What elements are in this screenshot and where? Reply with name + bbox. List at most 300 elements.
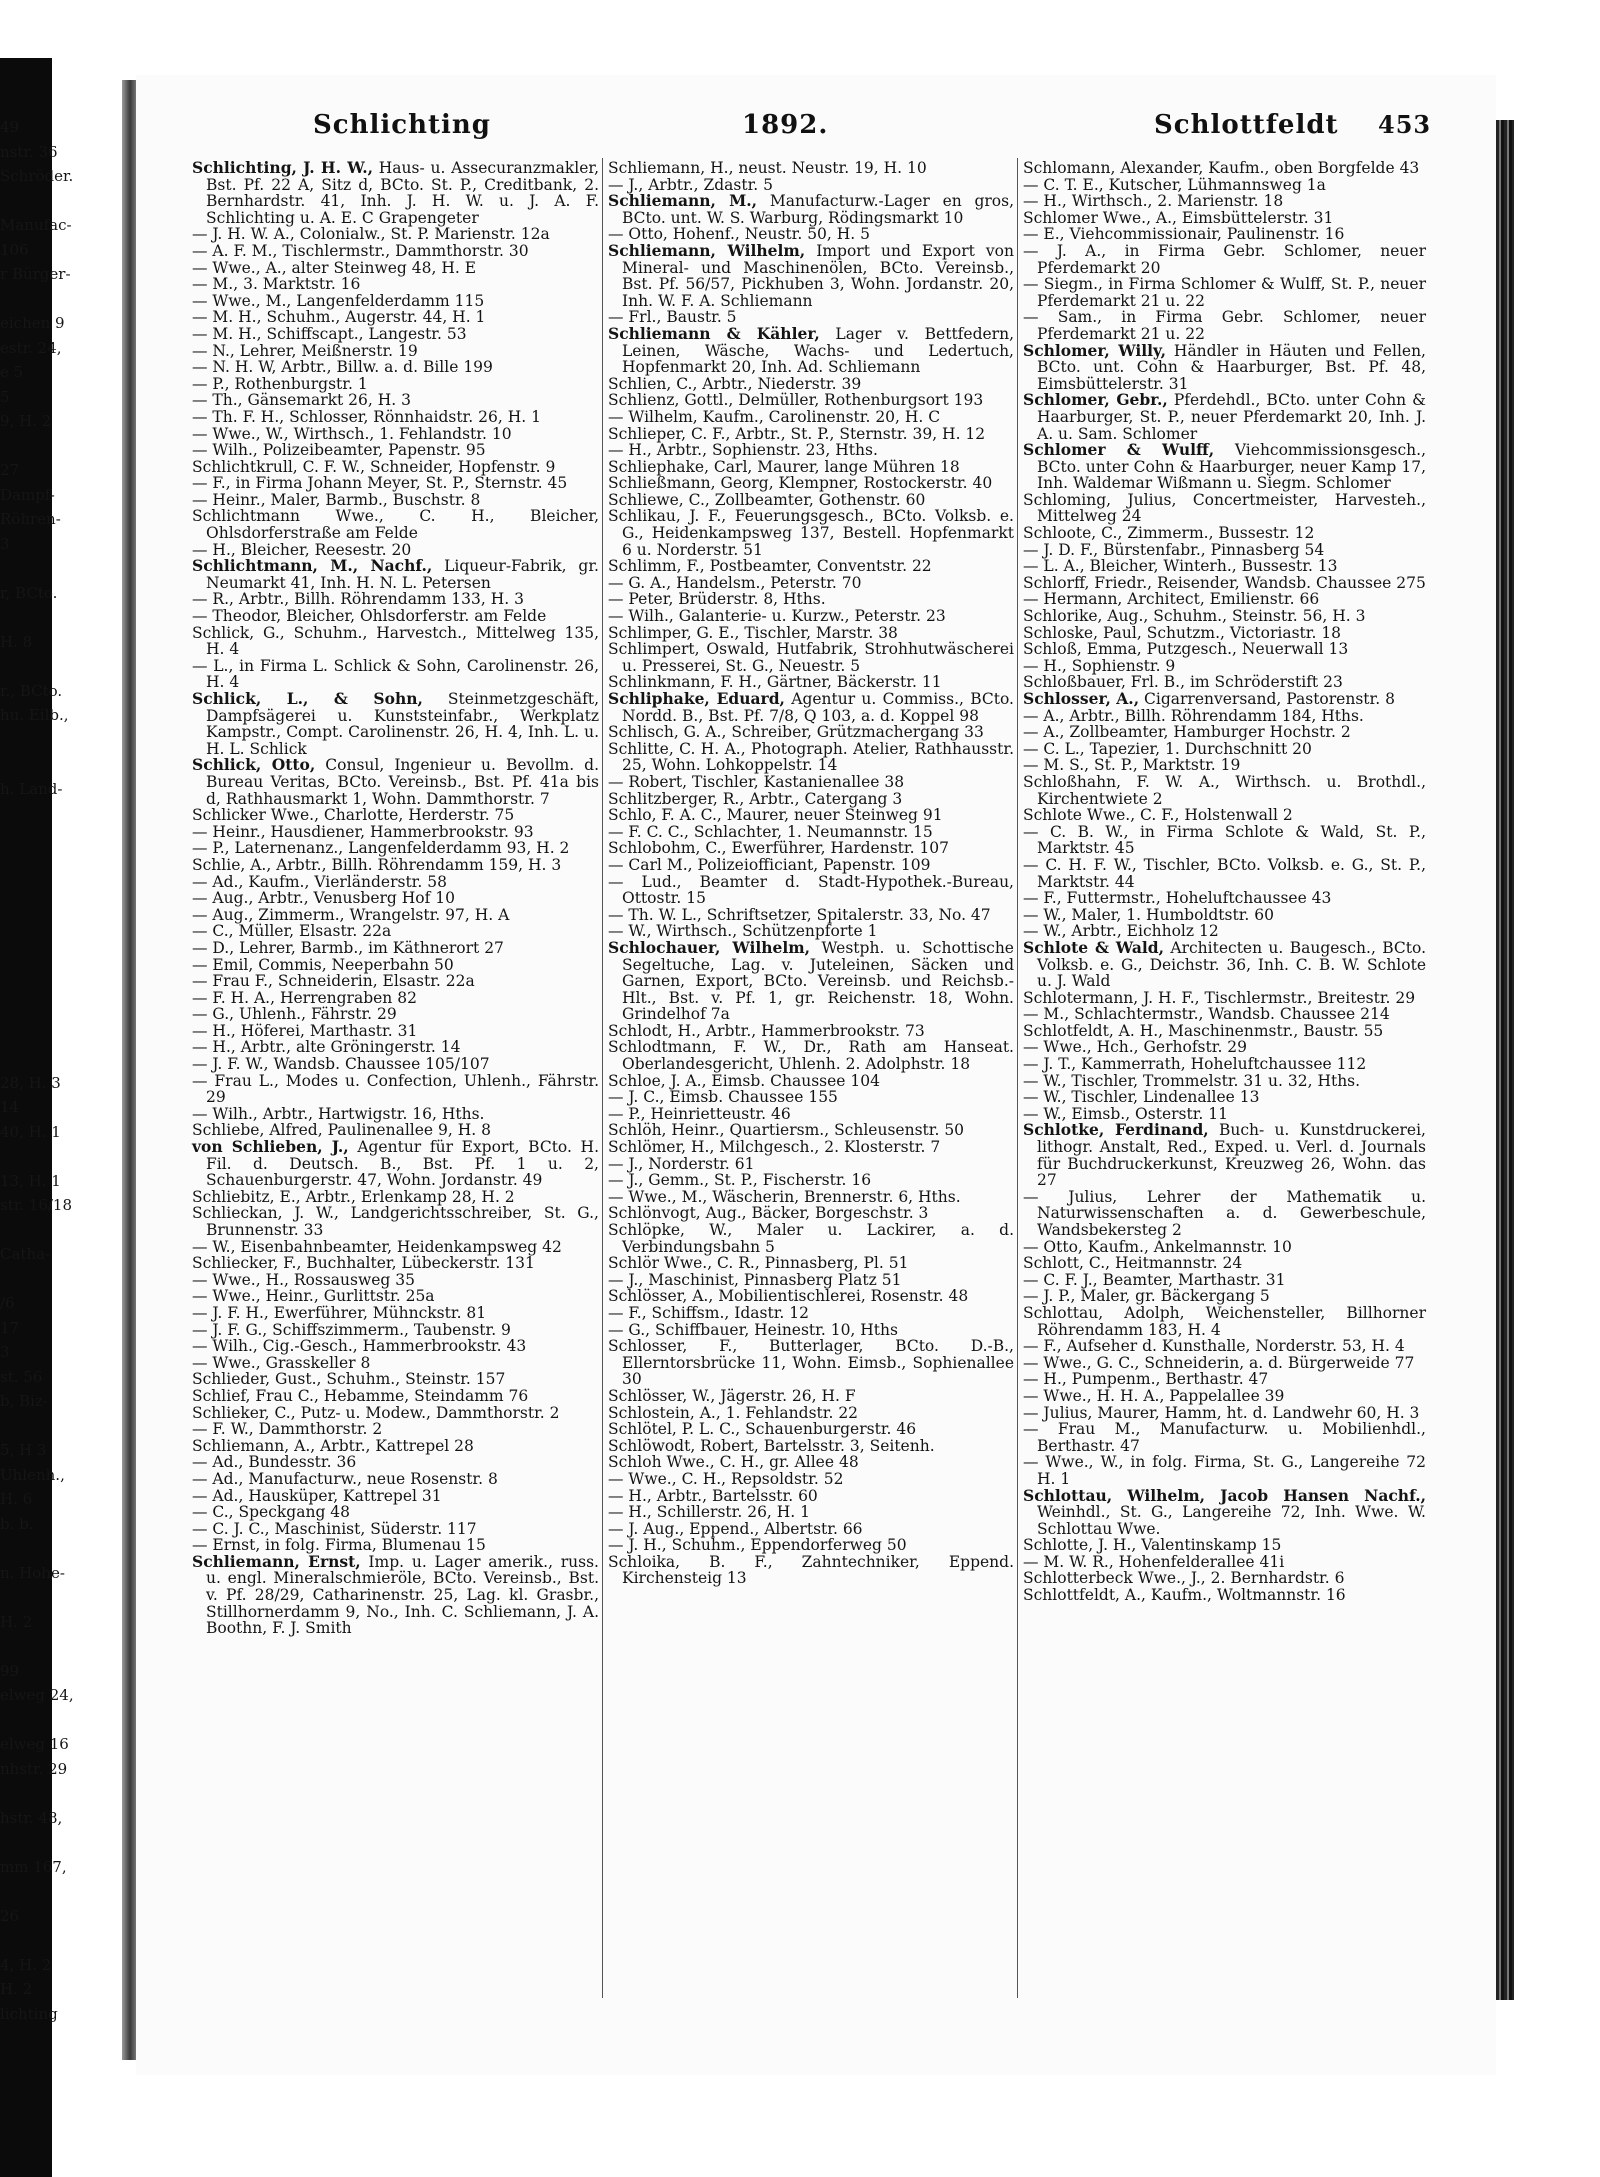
entry-text: — Hermann, Architect, Emilienstr. 66 [1023, 590, 1320, 609]
entry-text: — A., Zollbeamter, Hamburger Hochstr. 2 [1023, 723, 1351, 742]
directory-entry [608, 791, 1014, 808]
previous-page-line [0, 1879, 122, 1904]
entry-text: — J. Aug., Eppend., Albertstr. 66 [608, 1519, 863, 1538]
entry-text: — G. A., Handelsm., Peterstr. 70 [608, 573, 862, 592]
previous-page-line: H. 2 [0, 1612, 33, 1631]
directory-entry [1023, 542, 1426, 559]
page-edge [1496, 120, 1514, 2000]
directory-entry [192, 1073, 599, 1106]
entry-text: — Ad., Hausküper, Kattrepel 31 [192, 1486, 442, 1505]
directory-entry [192, 1521, 599, 1538]
entry-text: Schlöh, Heinr., Quartiersm., Schleusenstr. 50 [608, 1121, 965, 1140]
directory-entry [192, 309, 599, 326]
entry-text: Schlobohm, C., Ewerführer, Hardenstr. 107 [608, 839, 950, 858]
entry-text: — Ernst, in folg. Firma, Blumenau 15 [192, 1536, 486, 1555]
directory-entry [1023, 558, 1426, 575]
directory-entry [192, 591, 599, 608]
entry-text: Schlikau, J. F., Feuerungsgesch., BCto. Volksb. e. G., Heidenkampsweg 137, Bestell. Hopfenmarkt 6 u. Norderstr. 51 [608, 507, 1014, 559]
previous-page-line: nhstr. 29 [0, 1759, 68, 1778]
directory-entry [192, 857, 599, 874]
previous-page-line: elweg 16 [0, 1735, 69, 1753]
entry-text: Schliemann, A., Arbtr., Kattrepel 28 [192, 1436, 474, 1455]
directory-entry [192, 807, 599, 824]
entry-text: Agentur für Export, BCto. H. Fil. d. Deutsch. B., Bst. Pf. 1 u. 2, Schauenburgerstr. 47, Wohn. Jordanstr. 49 [206, 1138, 599, 1190]
entry-text: Schlösser, W., Jägerstr. 26, H. F [608, 1386, 856, 1405]
entry-text: Schlör Wwe., C. R., Pinnasberg, Pl. 51 [608, 1254, 909, 1273]
directory-entry [192, 1272, 599, 1289]
directory-entry [1023, 442, 1426, 492]
directory-entry [1023, 340, 1426, 393]
entry-text: Schlitzberger, R., Arbtr., Catergang 3 [608, 789, 903, 808]
entry-bold-name: Schlomer, Willy, [1023, 340, 1166, 360]
directory-entry [608, 193, 1014, 226]
directory-entry [192, 1488, 599, 1505]
entry-text: — Wwe., A., alter Steinweg 48, H. E [192, 258, 477, 277]
directory-entry [1023, 1554, 1426, 1571]
directory-entry [608, 1089, 1014, 1106]
previous-page-line [0, 1536, 122, 1561]
directory-entry [192, 243, 599, 260]
entry-text: Schlimm, F., Postbeamter, Conventstr. 22 [608, 557, 932, 576]
directory-entry [1023, 1089, 1426, 1106]
directory-entry [1023, 591, 1426, 608]
directory-entry [192, 359, 599, 376]
directory-entry [608, 1106, 1014, 1123]
entry-text: — C. T. E., Kutscher, Lühmannsweg 1a [1023, 175, 1326, 194]
previous-page-line: r Bürger- [0, 265, 71, 283]
previous-page-line: b, Biz- [0, 1392, 48, 1410]
previous-page-line [0, 924, 122, 949]
directory-entry [1023, 658, 1426, 675]
directory-entry [608, 874, 1014, 907]
directory-entry [608, 1438, 1014, 1455]
directory-column-3 [1023, 160, 1426, 1604]
entry-text: Westph. u. Schottische Segeltuche, Lag. v. Juteleinen, Säcken und Garnen, Export, BCto. Vereinsb. und Reichsb.-Hlt., Bst. v. Pf. 1, gr. Reichenstr. 18, Wohn. Grindelhof 7a [622, 938, 1014, 1024]
directory-entry [608, 625, 1014, 642]
entry-text: — Otto, Hohenf., Neustr. 50, H. 5 [608, 225, 871, 244]
entry-text: — H., Arbtr., Bartelsstr. 60 [608, 1486, 818, 1505]
previous-page-line [0, 728, 122, 753]
directory-column-1 [192, 160, 599, 1637]
entry-text: Schloh Wwe., C. H., gr. Allee 48 [608, 1453, 859, 1472]
previous-page-line: str. 16/18 [0, 1196, 73, 1214]
entry-text: Schlicker Wwe., Charlotte, Herderstr. 75 [192, 806, 515, 825]
entry-text: Schlichtkrull, C. F. W., Schneider, Hopfenstr. 9 [192, 457, 556, 476]
previous-page-line [0, 605, 122, 630]
directory-entry [192, 890, 599, 907]
directory-entry [608, 1139, 1014, 1156]
directory-entry [1023, 1421, 1426, 1454]
entry-bold-name: Schlichtmann, M., Nachf., [192, 556, 433, 576]
directory-entry [608, 376, 1014, 393]
previous-page-line: st. 56 [0, 1367, 43, 1386]
entry-text: Schlöpke, W., Maler u. Lackirer, a. d. Verbindungsbahn 5 [608, 1221, 1014, 1256]
entry-text: — L., in Firma L. Schlick & Sohn, Carolinenstr. 26, H. 4 [192, 656, 599, 692]
entry-text: Import und Export von Mineral- und Maschinenölen, BCto. Vereinsb., Bst. Pf. 56/57, Pickhuben 3, Wohn. Jordanstr. 20, Inh. W. F. A. Schliemann [622, 241, 1014, 310]
previous-page-line: Röhren- [0, 510, 61, 528]
directory-entry [608, 409, 1014, 426]
entry-text: — Wwe., M., Wäscherin, Brennerstr. 6, Hths. [608, 1187, 961, 1206]
entry-text: — Wwe., M., Langenfelderdamm 115 [192, 291, 485, 310]
entry-text: Schlotfeldt, A. H., Maschinenmstr., Baustr. 55 [1023, 1021, 1384, 1040]
entry-text: — Lud., Beamter d. Stadt-Hypothek.-Bureau, Ottostr. 15 [608, 872, 1014, 908]
previous-page-line: 13, H. 1 [0, 1171, 61, 1190]
previous-page-line [0, 850, 122, 875]
directory-entry [1023, 757, 1426, 774]
entry-text: Schlotte, J. H., Valentinskamp 15 [1023, 1536, 1282, 1555]
directory-entry [1023, 1338, 1426, 1355]
previous-page-line [0, 654, 122, 679]
entry-text: Consul, Ingenieur u. Bevollm. d. Bureau Veritas, BCto. Vereinsb., Bst. Pf. 41a bis d, Rathhausmarkt 1, Wohn. Dammthorstr. 7 [206, 756, 599, 808]
entry-text: Haus- u. Assecuranzmakler, Bst. Pf. 22 A, Sitz d, BCto. St. P., Creditbank, 2. Bernhardstr. 41, Inh. J. H. W. u. J. A. F. Schlichting u. A. E. C Grapengeter [206, 159, 599, 227]
entry-text: — Ad., Manufacturw., neue Rosenstr. 8 [192, 1469, 498, 1488]
entry-text: — Wwe., G. C., Schneiderin, a. d. Bürgerweide 77 [1023, 1353, 1415, 1372]
directory-entry [192, 691, 599, 757]
entry-text: Imp. u. Lager amerik., russ. u. engl. Mineralschmieröle, BCto. Vereinsb., Bst. v. Pf. 28/29, Catharinenstr. 25, Lag. kl. Grasbr., Stillhornerdamm 9, No., Inh. C. Schliemann, J. A. Boothn, F. J. Smith [206, 1552, 599, 1638]
directory-entry [608, 1305, 1014, 1322]
directory-entry [608, 1073, 1014, 1090]
entry-text: Architecten u. Baugesch., BCto. Volksb. e. G., Deichstr. 36, Inh. C. B. W. Schlote u. J. Wald [1037, 938, 1426, 991]
running-head-left: Schlichting [313, 110, 491, 140]
previous-page-line [0, 997, 122, 1022]
entry-text: — P., Heinrietteustr. 46 [608, 1104, 791, 1123]
entry-text: — W., Eisenbahnbeamter, Heidenkampsweg 42 [192, 1237, 562, 1256]
directory-entry [1023, 890, 1426, 907]
previous-page-line: hstr. 48, [0, 1808, 63, 1827]
entry-text: — J. F. H., Ewerführer, Mühnckstr. 81 [192, 1303, 487, 1322]
directory-entry [1023, 990, 1426, 1007]
directory-entry [1023, 1485, 1426, 1538]
entry-text: — H., Schillerstr. 26, H. 1 [608, 1503, 811, 1522]
entry-bold-name: Schlotke, Ferdinand, [1023, 1120, 1209, 1140]
directory-entry [192, 508, 599, 541]
entry-text: Schlieder, Gust., Schuhm., Steinstr. 157 [192, 1370, 506, 1389]
directory-entry [1023, 608, 1426, 625]
entry-text: Schlie, A., Arbtr., Billh. Röhrendamm 159, H. 3 [192, 855, 562, 874]
directory-entry [1023, 243, 1426, 276]
directory-entry [192, 492, 599, 509]
previous-page-line [0, 973, 122, 998]
previous-page-line [0, 1267, 122, 1292]
entry-text: — Carl M., Polizeiofficiant, Papenstr. 109 [608, 855, 931, 874]
entry-text: — H., Höferei, Marthastr. 31 [192, 1021, 418, 1040]
entry-text: Schloßbauer, Frl. B., im Schröderstift 23 [1023, 673, 1343, 692]
directory-entry [192, 1438, 599, 1455]
entry-text: — Frau L., Modes u. Confection, Uhlenh., Fährstr. 29 [192, 1071, 599, 1107]
directory-entry [1023, 641, 1426, 658]
directory-entry [192, 1421, 599, 1438]
directory-entry [608, 1156, 1014, 1173]
entry-text: Schlien, C., Arbtr., Niederstr. 39 [608, 374, 862, 393]
directory-entry [1023, 741, 1426, 758]
entry-text: Schloske, Paul, Schutzm., Victoriastr. 18 [1023, 623, 1342, 642]
directory-entry [192, 1255, 599, 1272]
previous-page-line [0, 1218, 122, 1243]
previous-page-line: 40, H. 1 [0, 1122, 61, 1141]
entry-text: Schlotterbeck Wwe., J., 2. Bernhardstr. 6 [1023, 1569, 1345, 1588]
previous-page-line: Catha- [0, 1245, 51, 1263]
directory-entry [192, 475, 599, 492]
directory-entry [192, 1371, 599, 1388]
entry-text: Schlomer Wwe., A., Eimsbüttelerstr. 31 [1023, 208, 1334, 227]
entry-text: Schlief, Frau C., Hebamme, Steindamm 76 [192, 1386, 529, 1405]
previous-page-line: 5, H 3 [0, 1441, 47, 1459]
directory-entry [192, 343, 599, 360]
directory-entry [1023, 724, 1426, 741]
directory-entry [192, 840, 599, 857]
previous-page-line [0, 1022, 122, 1047]
entry-text: Schlodt, H., Arbtr., Hammerbrookstr. 73 [608, 1021, 925, 1040]
directory-entry [192, 1189, 599, 1206]
entry-text: Schlotermann, J. H. F., Tischlermstr., Breitestr. 29 [1023, 988, 1416, 1007]
previous-page-fragment [0, 115, 122, 2023]
directory-entry [1023, 1388, 1426, 1405]
previous-page-line: 99 [0, 1661, 20, 1680]
previous-page-line: H. 6 [0, 1490, 33, 1508]
entry-text: Schlote Wwe., C. F., Holstenwall 2 [1023, 806, 1293, 825]
directory-entry [192, 558, 599, 591]
previous-page-line: 9, H. 2 [0, 412, 52, 430]
entry-text: — F., Aufseher d. Kunsthalle, Norderstr. 53, H. 4 [1023, 1337, 1405, 1356]
directory-entry [608, 1504, 1014, 1521]
directory-entry [1023, 276, 1426, 309]
previous-page-line: n. Hohe- [0, 1563, 65, 1582]
previous-page-line: H. 2 [0, 1980, 33, 1998]
directory-entry [1023, 525, 1426, 542]
entry-bold-name: Schliemann & Kähler, [608, 323, 820, 343]
directory-entry [1023, 1371, 1426, 1388]
directory-entry [192, 1388, 599, 1405]
entry-text: — C. J. C., Maschinist, Süderstr. 117 [192, 1519, 477, 1538]
directory-entry [608, 937, 1014, 1024]
directory-entry [1023, 1006, 1426, 1023]
directory-entry [192, 276, 599, 293]
directory-entry [1023, 691, 1426, 708]
directory-entry [192, 625, 599, 658]
entry-text: — J. T., Kammerrath, Hoheluftchaussee 112 [1023, 1055, 1367, 1074]
entry-text: — J., Arbtr., Zdastr. 5 [608, 175, 773, 194]
entry-text: Schloe, J. A., Eimsb. Chaussee 104 [608, 1071, 880, 1090]
entry-text: — Wwe., Hch., Gerhofstr. 29 [1023, 1038, 1248, 1057]
entry-text: Schlienz, Gottl., Delmüller, Rothenburgsort 193 [608, 391, 984, 410]
directory-entry [192, 923, 599, 940]
directory-entry [1023, 1587, 1426, 1604]
directory-entry [1023, 1570, 1426, 1587]
entry-text: — Julius, Maurer, Hamm, ht. d. Landwehr 60, H. 3 [1023, 1403, 1420, 1422]
directory-entry [192, 874, 599, 891]
directory-entry [608, 392, 1014, 409]
entry-bold-name: von Schlieben, J., [192, 1137, 349, 1157]
previous-page-line: r., BCto. [0, 681, 63, 700]
entry-text: — W., Tischler, Trommelstr. 31 u. 32, Hths. [1023, 1071, 1361, 1090]
directory-entry [1023, 160, 1426, 177]
entry-text: Cigarrenversand, Pastorenstr. 8 [1139, 690, 1395, 708]
directory-entry [608, 1454, 1014, 1471]
entry-text: Schlitte, C. H. A., Photograph. Atelier, Rathhausstr. 25, Wohn. Lohkoppelstr. 14 [608, 739, 1014, 775]
directory-entry [192, 1239, 599, 1256]
directory-entry [608, 1189, 1014, 1206]
entry-text: — Heinr., Hausdiener, Hammerbrookstr. 93 [192, 822, 534, 841]
directory-entry [608, 508, 1014, 558]
column-rule [1017, 158, 1018, 1998]
previous-page-line: 3 [0, 1343, 10, 1361]
entry-text: — M., 3. Marktstr. 16 [192, 275, 361, 294]
directory-entry [608, 741, 1014, 774]
previous-page-line: h. Land- [0, 779, 63, 798]
directory-entry [1023, 807, 1426, 824]
entry-text: — P., Rothenburgstr. 1 [192, 374, 368, 393]
previous-page-line [0, 948, 122, 973]
directory-entry [1023, 1454, 1426, 1487]
entry-text: — M. S., St. P., Marktstr. 19 [1023, 756, 1241, 775]
directory-entry [608, 558, 1014, 575]
directory-entry [1023, 575, 1426, 592]
entry-text: — Robert, Tischler, Kastanienallee 38 [608, 772, 905, 791]
entry-text: — W., Eimsb., Osterstr. 11 [1023, 1104, 1228, 1123]
entry-text: — W., Wirthsch., Schützenpforte 1 [608, 922, 878, 941]
entry-text: — Wilh., Cig.-Gesch., Hammerbrookstr. 43 [192, 1337, 527, 1356]
directory-entry [608, 774, 1014, 791]
entry-text: Schliephake, Carl, Maurer, lange Mühren 18 [608, 457, 960, 476]
previous-page-line: 27 [0, 461, 20, 479]
entry-text: — Heinr., Maler, Barmb., Buschstr. 8 [192, 490, 481, 509]
entry-text: — Wwe., W., Wirthsch., 1. Fehlandstr. 10 [192, 424, 512, 443]
entry-bold-name: Schlick, L., & Sohn, [192, 689, 423, 708]
scan-margin-top [0, 0, 1600, 58]
previous-page-line: Dampf- [0, 485, 55, 504]
entry-text: Schlötel, P. L. C., Schauenburgerstr. 46 [608, 1420, 917, 1439]
entry-text: — H., Arbtr., alte Gröningerstr. 14 [192, 1038, 461, 1057]
previous-page-line: 26 [0, 1906, 20, 1925]
entry-text: Schlick, G., Schuhm., Harvestch., Mittelweg 135, H. 4 [192, 623, 599, 659]
directory-entry [608, 1471, 1014, 1488]
entry-text: Schlottfeldt, A., Kaufm., Woltmannstr. 16 [1023, 1586, 1346, 1605]
directory-entry [608, 1172, 1014, 1189]
entry-text: — G., Uhlenh., Fährstr. 29 [192, 1005, 397, 1024]
entry-text: Schlostein, A., 1. Fehlandstr. 22 [608, 1403, 859, 1422]
directory-entry [608, 475, 1014, 492]
previous-page-line: b. b. [0, 1514, 34, 1533]
directory-entry [1023, 1288, 1426, 1305]
entry-text: — Wwe., H., Rossausweg 35 [192, 1270, 415, 1289]
entry-text: Schloote, C., Zimmerm., Bussestr. 12 [1023, 524, 1315, 543]
entry-text: — M. W. R., Hohenfelderallee 41i [1023, 1552, 1285, 1571]
running-head-right: Schlottfeldt [1154, 110, 1339, 140]
directory-entry [192, 1139, 599, 1189]
directory-entry [192, 1305, 599, 1322]
directory-entry [1023, 857, 1426, 890]
previous-page-line: 3 [0, 534, 10, 553]
directory-entry [1023, 1405, 1426, 1422]
directory-entry [608, 1537, 1014, 1554]
directory-entry [608, 160, 1014, 177]
previous-page-line: e 5 [0, 363, 24, 381]
directory-entry [1023, 625, 1426, 642]
directory-entry [1023, 1056, 1426, 1073]
directory-entry [608, 857, 1014, 874]
entry-text: — Aug., Arbtr., Venusberg Hof 10 [192, 889, 456, 908]
previous-page-line [0, 434, 122, 459]
entry-text: — C., Müller, Elsastr. 22a [192, 922, 392, 941]
directory-entry [608, 608, 1014, 625]
entry-text: — Theodor, Bleicher, Ohlsdorferstr. am Felde [192, 607, 547, 626]
directory-entry [192, 1023, 599, 1040]
entry-text: Schliecker, F., Buchhalter, Lübeckerstr. 131 [192, 1254, 535, 1273]
entry-text: — E., Viehcommissionair, Paulinenstr. 16 [1023, 225, 1345, 244]
directory-entry [192, 392, 599, 409]
directory-entry [192, 1504, 599, 1521]
entry-text: — L. A., Bleicher, Winterh., Bussestr. 13 [1023, 557, 1338, 576]
entry-text: Viehcommissionsgesch., BCto. unter Cohn & Haarburger, neuer Kamp 17, Inh. Waldemar Wißmann u. Siegm. Schlomer [1037, 441, 1426, 493]
entry-bold-name: Schliemann, Wilhelm, [608, 240, 806, 260]
entry-text: — F., Schiffsm., Idastr. 12 [608, 1303, 809, 1322]
directory-entry [1023, 1073, 1426, 1090]
entry-text: — J., Gemm., St. P., Fischerstr. 16 [608, 1171, 872, 1190]
column-rule [602, 158, 603, 1998]
previous-page-line [0, 189, 122, 214]
directory-entry [192, 1471, 599, 1488]
directory-entry [608, 1222, 1014, 1255]
entry-text: — C. B. W., in Firma Schlote & Wald, St. P., Marktstr. 45 [1023, 822, 1426, 858]
entry-text: Schlodtmann, F. W., Dr., Rath am Hanseat. Oberlandesgericht, Uhlenh. 2. Adolphstr. 18 [608, 1038, 1014, 1074]
directory-entry [1023, 708, 1426, 725]
previous-page-line: Schröder. [0, 167, 74, 185]
entry-text: Schliewe, C., Zollbeamter, Gothenstr. 60 [608, 490, 926, 509]
entry-text: Schloßhahn, F. W. A., Wirthsch. u. Brothdl., Kirchentwiete 2 [1023, 772, 1426, 808]
directory-entry [192, 990, 599, 1007]
entry-text: — H., Sophienstr. 9 [1023, 656, 1176, 675]
previous-page-line [0, 556, 122, 581]
directory-entry [1023, 937, 1426, 991]
directory-entry [608, 1421, 1014, 1438]
directory-entry [192, 459, 599, 476]
directory-entry [192, 1205, 599, 1238]
previous-page-line [0, 1928, 122, 1953]
entry-text: — F., in Firma Johann Meyer, St. P., Sternstr. 45 [192, 474, 568, 493]
previous-page-line: H. 8 [0, 632, 33, 651]
entry-text: Schlorff, Friedr., Reisender, Wandsb. Chaussee 275 [1023, 573, 1426, 592]
directory-entry [608, 591, 1014, 608]
entry-text: Schlichtmann Wwe., C. H., Bleicher, Ohlsdorferstraße am Felde [192, 507, 599, 543]
entry-text: Schlorike, Aug., Schuhm., Steinstr. 56, H. 3 [1023, 607, 1366, 626]
directory-entry [192, 1405, 599, 1422]
entry-bold-name: Schlochauer, Wilhelm, [608, 937, 811, 957]
previous-page-line: /6 [0, 1294, 15, 1312]
directory-entry [608, 824, 1014, 841]
directory-entry [192, 1056, 599, 1073]
entry-text: — J. D. F., Bürstenfabr., Pinnasberg 54 [1023, 540, 1325, 559]
directory-entry [192, 1454, 599, 1471]
entry-text: — Siegm., in Firma Schlomer & Wulff, St. P., neuer Pferdemarkt 21 u. 22 [1023, 275, 1426, 310]
directory-entry [608, 1488, 1014, 1505]
directory-entry [608, 1023, 1014, 1040]
previous-page-line: 5 [0, 387, 10, 406]
directory-entry [1023, 1537, 1426, 1554]
entry-text: — J., Norderstr. 61 [608, 1154, 755, 1173]
entry-bold-name: Schlosser, A., [1023, 689, 1140, 708]
directory-entry [608, 840, 1014, 857]
directory-entry [608, 1288, 1014, 1305]
entry-text: — A. F. M., Tischlermstr., Dammthorstr. 30 [192, 241, 529, 260]
directory-entry [608, 1272, 1014, 1289]
entry-text: Schlinkmann, F. H., Gärtner, Bäckerstr. 11 [608, 673, 942, 692]
directory-entry [192, 658, 599, 691]
previous-page-line: 106 [0, 240, 29, 259]
previous-page-line [0, 875, 122, 900]
directory-entry [192, 226, 599, 243]
entry-text: — D., Lehrer, Barmb., im Käthnerort 27 [192, 938, 504, 957]
directory-entry [608, 1388, 1014, 1405]
